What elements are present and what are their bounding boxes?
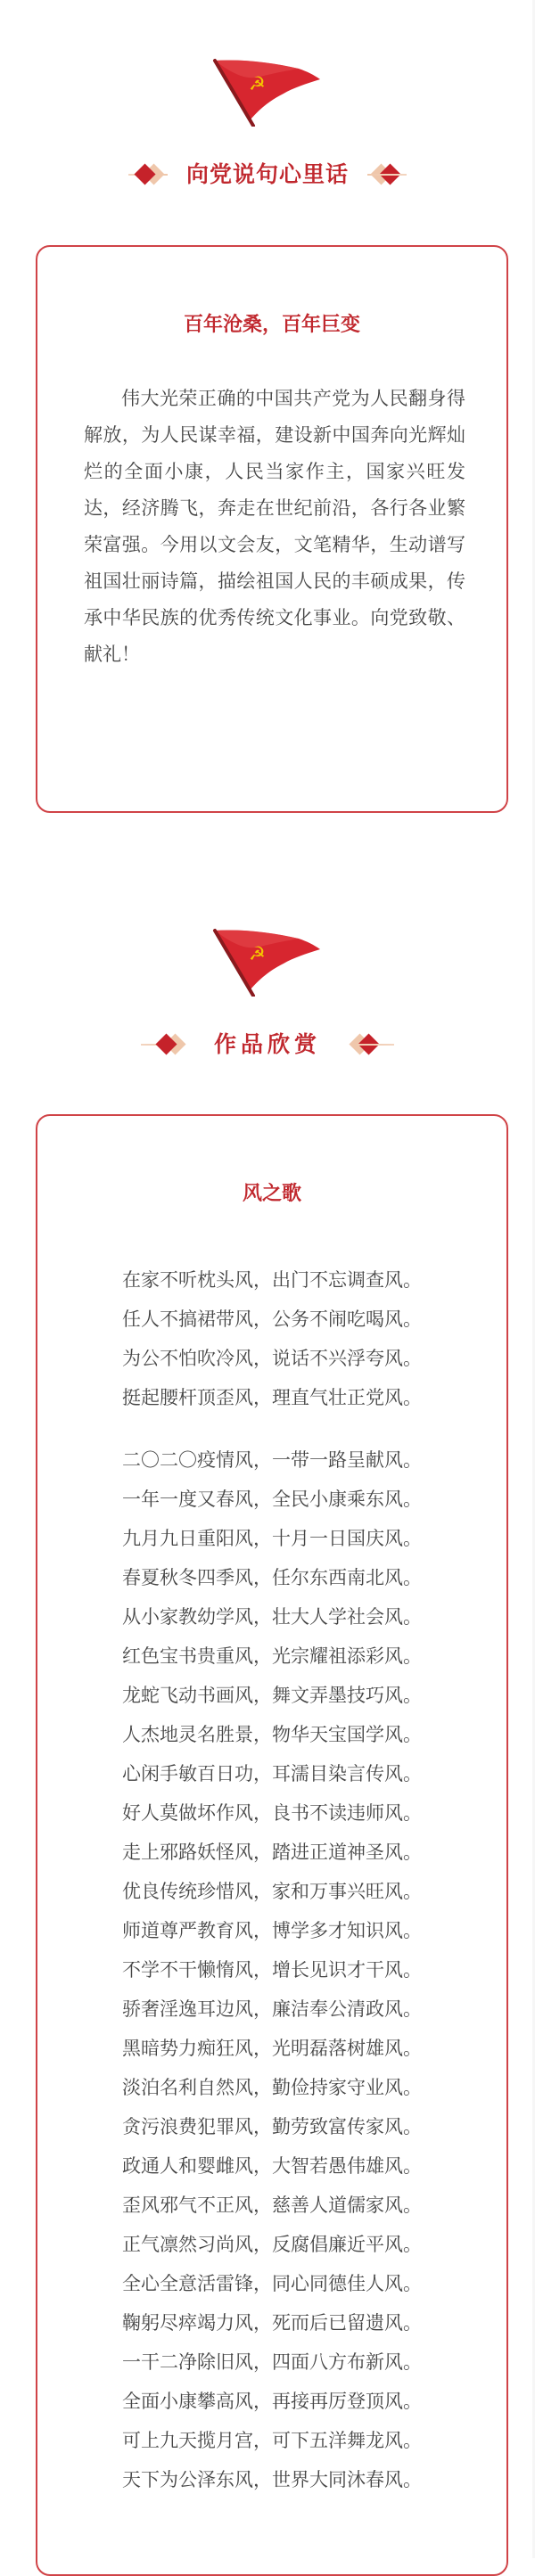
stanza-gap xyxy=(37,1417,506,1440)
party-flag-icon xyxy=(0,57,535,128)
intro-card-title: 百年沧桑，百年巨变 xyxy=(183,314,360,336)
poem-line: 正气凛然习尚风，反腐倡廉近平风。 xyxy=(122,2234,422,2255)
poem-line: 淡泊名利自然风，勤俭持家守业风。 xyxy=(122,2077,422,2098)
poem-line: 师道尊严教育风，博学多才知识风。 xyxy=(122,1920,422,1941)
party-flag-icon xyxy=(0,927,535,998)
poem-title: 风之歌 xyxy=(242,1183,301,1205)
poem-line: 优良传统珍惜风，家和万事兴旺风。 xyxy=(122,1881,422,1902)
poem-line: 春夏秋冬四季风，任尔东西南北风。 xyxy=(122,1567,422,1588)
section-title: 作品欣赏 xyxy=(213,1031,321,1057)
heading-right-line xyxy=(355,1044,394,1046)
poem-line: 政通人和婴雌风，大智若愚伟雄风。 xyxy=(122,2155,422,2177)
poem-line: 龙蛇飞动书画风，舞文弄墨技巧风。 xyxy=(122,1685,422,1706)
poem-line: 心闲手敏百日功，耳濡目染言传风。 xyxy=(122,1763,422,1784)
poem-line: 红色宝书贵重风，光宗耀祖添彩风。 xyxy=(122,1645,422,1667)
heading-right-line xyxy=(367,174,407,176)
poem-card xyxy=(36,1114,508,2576)
poem-line: 九月九日重阳风，十月一日国庆风。 xyxy=(122,1528,422,1549)
poem-line: 一干二净除旧风，四面八方布新风。 xyxy=(122,2351,422,2373)
section-heading-heart-words xyxy=(0,155,535,194)
poem-line: 黑暗势力痴狂风，光明磊落树雄风。 xyxy=(122,2038,422,2059)
poem-line: 天下为公泽东风，世界大同沐春风。 xyxy=(122,2469,422,2490)
poem-line: 可上九天揽月宫，可下五洋舞龙风。 xyxy=(122,2430,422,2451)
poem-stanza-1 xyxy=(37,1260,506,1417)
section-heading-works xyxy=(0,1025,535,1064)
intro-paragraph: 伟大光荣正确的中国共产党为人民翻身得解放，为人民谋幸福，建设新中国奔向光辉灿烂的全面小康，人民当家作主，国家兴旺发达，经济腾飞，奔走在世纪前沿，各行各业繁荣富强。今用以文会友，文笔精华，生动谱写祖国壮丽诗篇，描绘祖国人民的丰硕成果，传承中华民族的优秀传统文化事业。向党致敬、献礼！ xyxy=(84,388,465,665)
poem-line: 在家不听枕头风，出门不忘调查风。 xyxy=(122,1269,422,1291)
section-title: 向党说句心里话 xyxy=(185,161,349,187)
poem-line: 任人不搞裙带风，公务不闹吃喝风。 xyxy=(122,1309,422,1330)
poem-line: 不学不干懒惰风，增长见识才干风。 xyxy=(122,1959,422,1981)
poem-body xyxy=(37,1260,506,2499)
poem-line: 歪风邪气不正风，慈善人道儒家风。 xyxy=(122,2195,422,2216)
poem-line: 一年一度又春风，全民小康乘东风。 xyxy=(122,1489,422,1510)
poem-line: 好人莫做坏作风，良书不读违师风。 xyxy=(122,1802,422,1824)
poem-line: 全面小康攀高风，再接再厉登顶风。 xyxy=(122,2391,422,2412)
intro-card xyxy=(36,245,508,813)
poem-line: 贪污浪费犯罪风，勤劳致富传家风。 xyxy=(122,2116,422,2137)
svg-text:☭: ☭ xyxy=(249,943,266,964)
poem-line: 挺起腰杆顶歪风，理直气壮正党风。 xyxy=(122,1387,422,1408)
poem-line: 骄奢淫逸耳边风，廉洁奉公清政风。 xyxy=(122,1998,422,2020)
poem-stanza-2 xyxy=(37,1440,506,2499)
svg-text:☭: ☭ xyxy=(249,73,266,94)
poem-line: 人杰地灵名胜景，物华天宝国学风。 xyxy=(122,1724,422,1745)
poem-line: 为公不怕吹冷风，说话不兴浮夸风。 xyxy=(122,1348,422,1369)
poem-line: 从小家教幼学风，壮大人学社会风。 xyxy=(122,1606,422,1628)
poem-line: 鞠躬尽瘁竭力风，死而后已留遗风。 xyxy=(122,2312,422,2334)
poem-line: 走上邪路妖怪风，踏进正道神圣风。 xyxy=(122,1842,422,1863)
poem-line: 全心全意活雷锋，同心同德佳人风。 xyxy=(122,2273,422,2294)
poem-line: 二〇二〇疫情风，一带一路呈献风。 xyxy=(122,1449,422,1471)
